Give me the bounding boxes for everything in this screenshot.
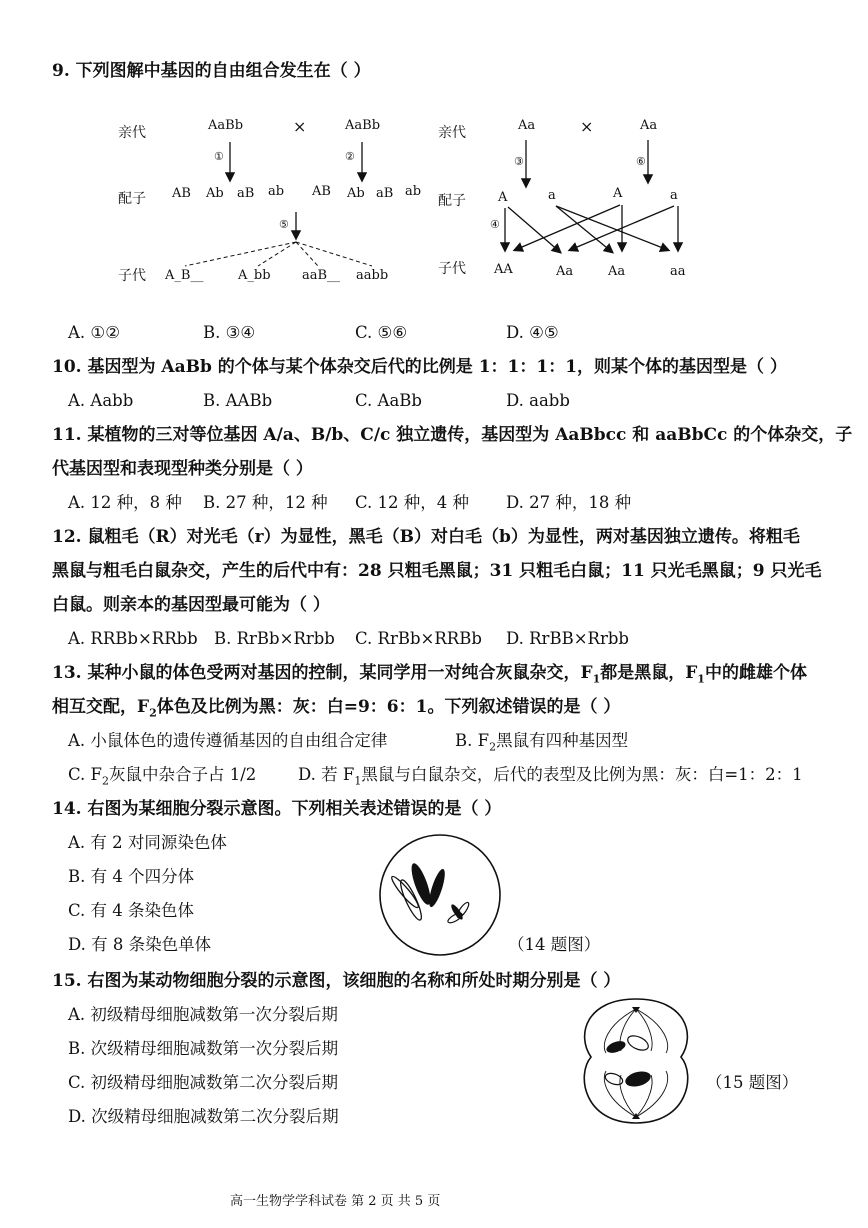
gamete: AB [172,186,191,201]
parent-genotype: AaBb [345,118,381,133]
parent-genotype: Aa [640,118,658,133]
parent-generation-label: 亲代 [118,125,146,141]
parent-genotype: Aa [518,118,536,133]
gamete: Ab [206,186,224,201]
option-a: A. 有 2 对同源染色体 [68,833,227,852]
step-mark: ④ [490,218,500,231]
option-text: B. F [455,731,490,750]
option-b: B. 有 4 个四分体 [68,867,195,886]
gamete-generation-label: 配子 [438,193,466,209]
gamete: ab [268,184,285,199]
option-b [455,730,628,758]
option-b: B. RrBb×Rrbb [214,629,335,648]
option-c: C. ⑤⑥ [355,323,408,342]
question-11-stem-cont: 代基因型和表现型种类分别是（ ） [52,459,313,479]
step-mark: ③ [514,155,524,168]
question-12-stem: 12. 鼠粗毛（R）对光毛（r）为显性，黑毛（B）对白毛（b）为显性，两对基因独立遗传。将粗毛 [52,527,800,547]
question-12-stem-cont: 黑鼠与粗毛白鼠杂交，产生的后代中有：28 只粗毛黑鼠；31 只粗毛白鼠；11 只光毛黑鼠；9 只光毛 [52,561,822,581]
subscript: 1 [697,672,705,686]
option-d: D. ④⑤ [506,323,559,342]
cell-division-figure-14 [375,830,505,960]
option-a: A. RRBb×RRbb [68,629,198,648]
option-c: C. 初级精母细胞减数第二次分裂后期 [68,1073,339,1092]
subscript: 2 [101,774,109,788]
gamete: aB [376,186,394,201]
cell-division-figure-15 [576,995,696,1130]
offspring-generation-label: 子代 [118,268,146,284]
gamete: a [670,188,678,203]
question-14-stem: 14. 右图为某细胞分裂示意图。下列相关表述错误的是（ ） [52,799,502,819]
offspring-genotype: AA [494,262,513,277]
offspring-genotype: aaB__ [302,268,341,283]
option-text: 黑鼠有四种基因型 [496,731,629,750]
question-11-stem: 11. 某植物的三对等位基因 A/a、B/b、C/c 独立遗传，基因型为 AaBbcc 和 aaBbCc 的个体杂交，子 [52,425,853,445]
question-12-stem-cont: 白鼠。则亲本的基因型最可能为（ ） [52,595,330,615]
step-mark: ⑥ [636,155,646,168]
gamete: Ab [347,186,365,201]
option-a: A. 小鼠体色的遗传遵循基因的自由组合定律 [68,731,388,750]
gamete: A [613,186,623,201]
option-a: A. 12 种，8 种 [68,493,182,512]
subscript: 1 [354,774,362,788]
option-c: C. AaBb [355,391,422,410]
option-d [298,764,803,792]
option-d: D. 有 8 条染色单体 [68,935,212,954]
figure-15-caption: （15 题图） [706,1073,799,1092]
gamete: ab [405,184,422,199]
option-text: 灰鼠中杂合子占 1/2 [108,765,257,784]
stem-text: 13. 某种小鼠的体色受两对基因的控制，某同学用一对纯合灰鼠杂交，F [52,663,593,683]
option-text: 黑鼠与白鼠杂交，后代的表型及比例为黑：灰：白=1：2：1 [361,765,803,784]
offspring-genotype: A_bb [238,268,271,283]
parent-genotype: AaBb [208,118,244,133]
gamete: a [548,188,556,203]
stem-text: 中的雌雄个体 [704,663,807,683]
offspring-genotype: aabb [356,268,389,283]
question-13-stem [52,662,807,690]
option-c [68,764,256,792]
step-mark: ① [214,150,224,163]
page-footer: 高一生物学学科试卷 第 2 页 共 5 页 [230,1194,441,1209]
figure-14-caption: （14 题图） [508,935,601,954]
option-text: C. F [68,765,102,784]
question-10-stem: 10. 基因型为 AaBb 的个体与某个体杂交后代的比例是 1：1：1：1，则某个体的基因型是（ ） [52,357,787,377]
option-a: A. ①② [68,323,120,342]
option-b: B. AABb [203,391,273,410]
offspring-genotype: aa [670,264,686,279]
option-c: C. RrBb×RRBb [355,629,482,648]
option-d: D. 次级精母细胞减数第二次分裂后期 [68,1107,339,1126]
question-9-stem: 9. 下列图解中基因的自由组合发生在（ ） [52,61,371,81]
cross-symbol: × [293,117,307,136]
gamete: aB [237,186,255,201]
option-c: C. 有 4 条染色体 [68,901,195,920]
option-c: C. 12 种，4 种 [355,493,470,512]
option-a: A. 初级精母细胞减数第一次分裂后期 [68,1005,338,1024]
offspring-genotype: A_B__ [165,268,204,283]
offspring-genotype: Aa [608,264,626,279]
offspring-genotype: Aa [556,264,574,279]
option-a: A. Aabb [68,391,134,410]
option-b: B. 27 种，12 种 [203,493,328,512]
offspring-generation-label: 子代 [438,261,466,277]
stem-text: 都是黑鼠，F [600,663,698,683]
subscript: 2 [489,740,497,754]
parent-generation-label: 亲代 [438,125,466,141]
subscript: 1 [592,672,601,686]
step-mark: ② [345,150,355,163]
question-13-stem-cont [52,696,620,724]
stem-text: 体色及比例为黑：灰：白=9：6：1。下列叙述错误的是（ ） [156,697,621,717]
subscript: 2 [149,706,157,720]
option-d: D. 27 种，18 种 [506,493,632,512]
question-15-stem: 15. 右图为某动物细胞分裂的示意图，该细胞的名称和所处时期分别是（ ） [52,971,621,991]
cross-symbol: × [580,117,594,136]
option-b: B. ③④ [203,323,256,342]
gamete: AB [312,184,331,199]
option-b: B. 次级精母细胞减数第一次分裂后期 [68,1039,339,1058]
gamete: A [498,190,508,205]
option-text: D. 若 F [298,765,355,784]
option-d: D. RrBB×Rrbb [506,629,629,648]
cross-arrows-right [0,0,868,330]
option-d: D. aabb [506,391,570,410]
step-mark: ⑤ [279,218,289,231]
gamete-generation-label: 配子 [118,191,146,207]
stem-text: 相互交配，F [52,697,150,717]
